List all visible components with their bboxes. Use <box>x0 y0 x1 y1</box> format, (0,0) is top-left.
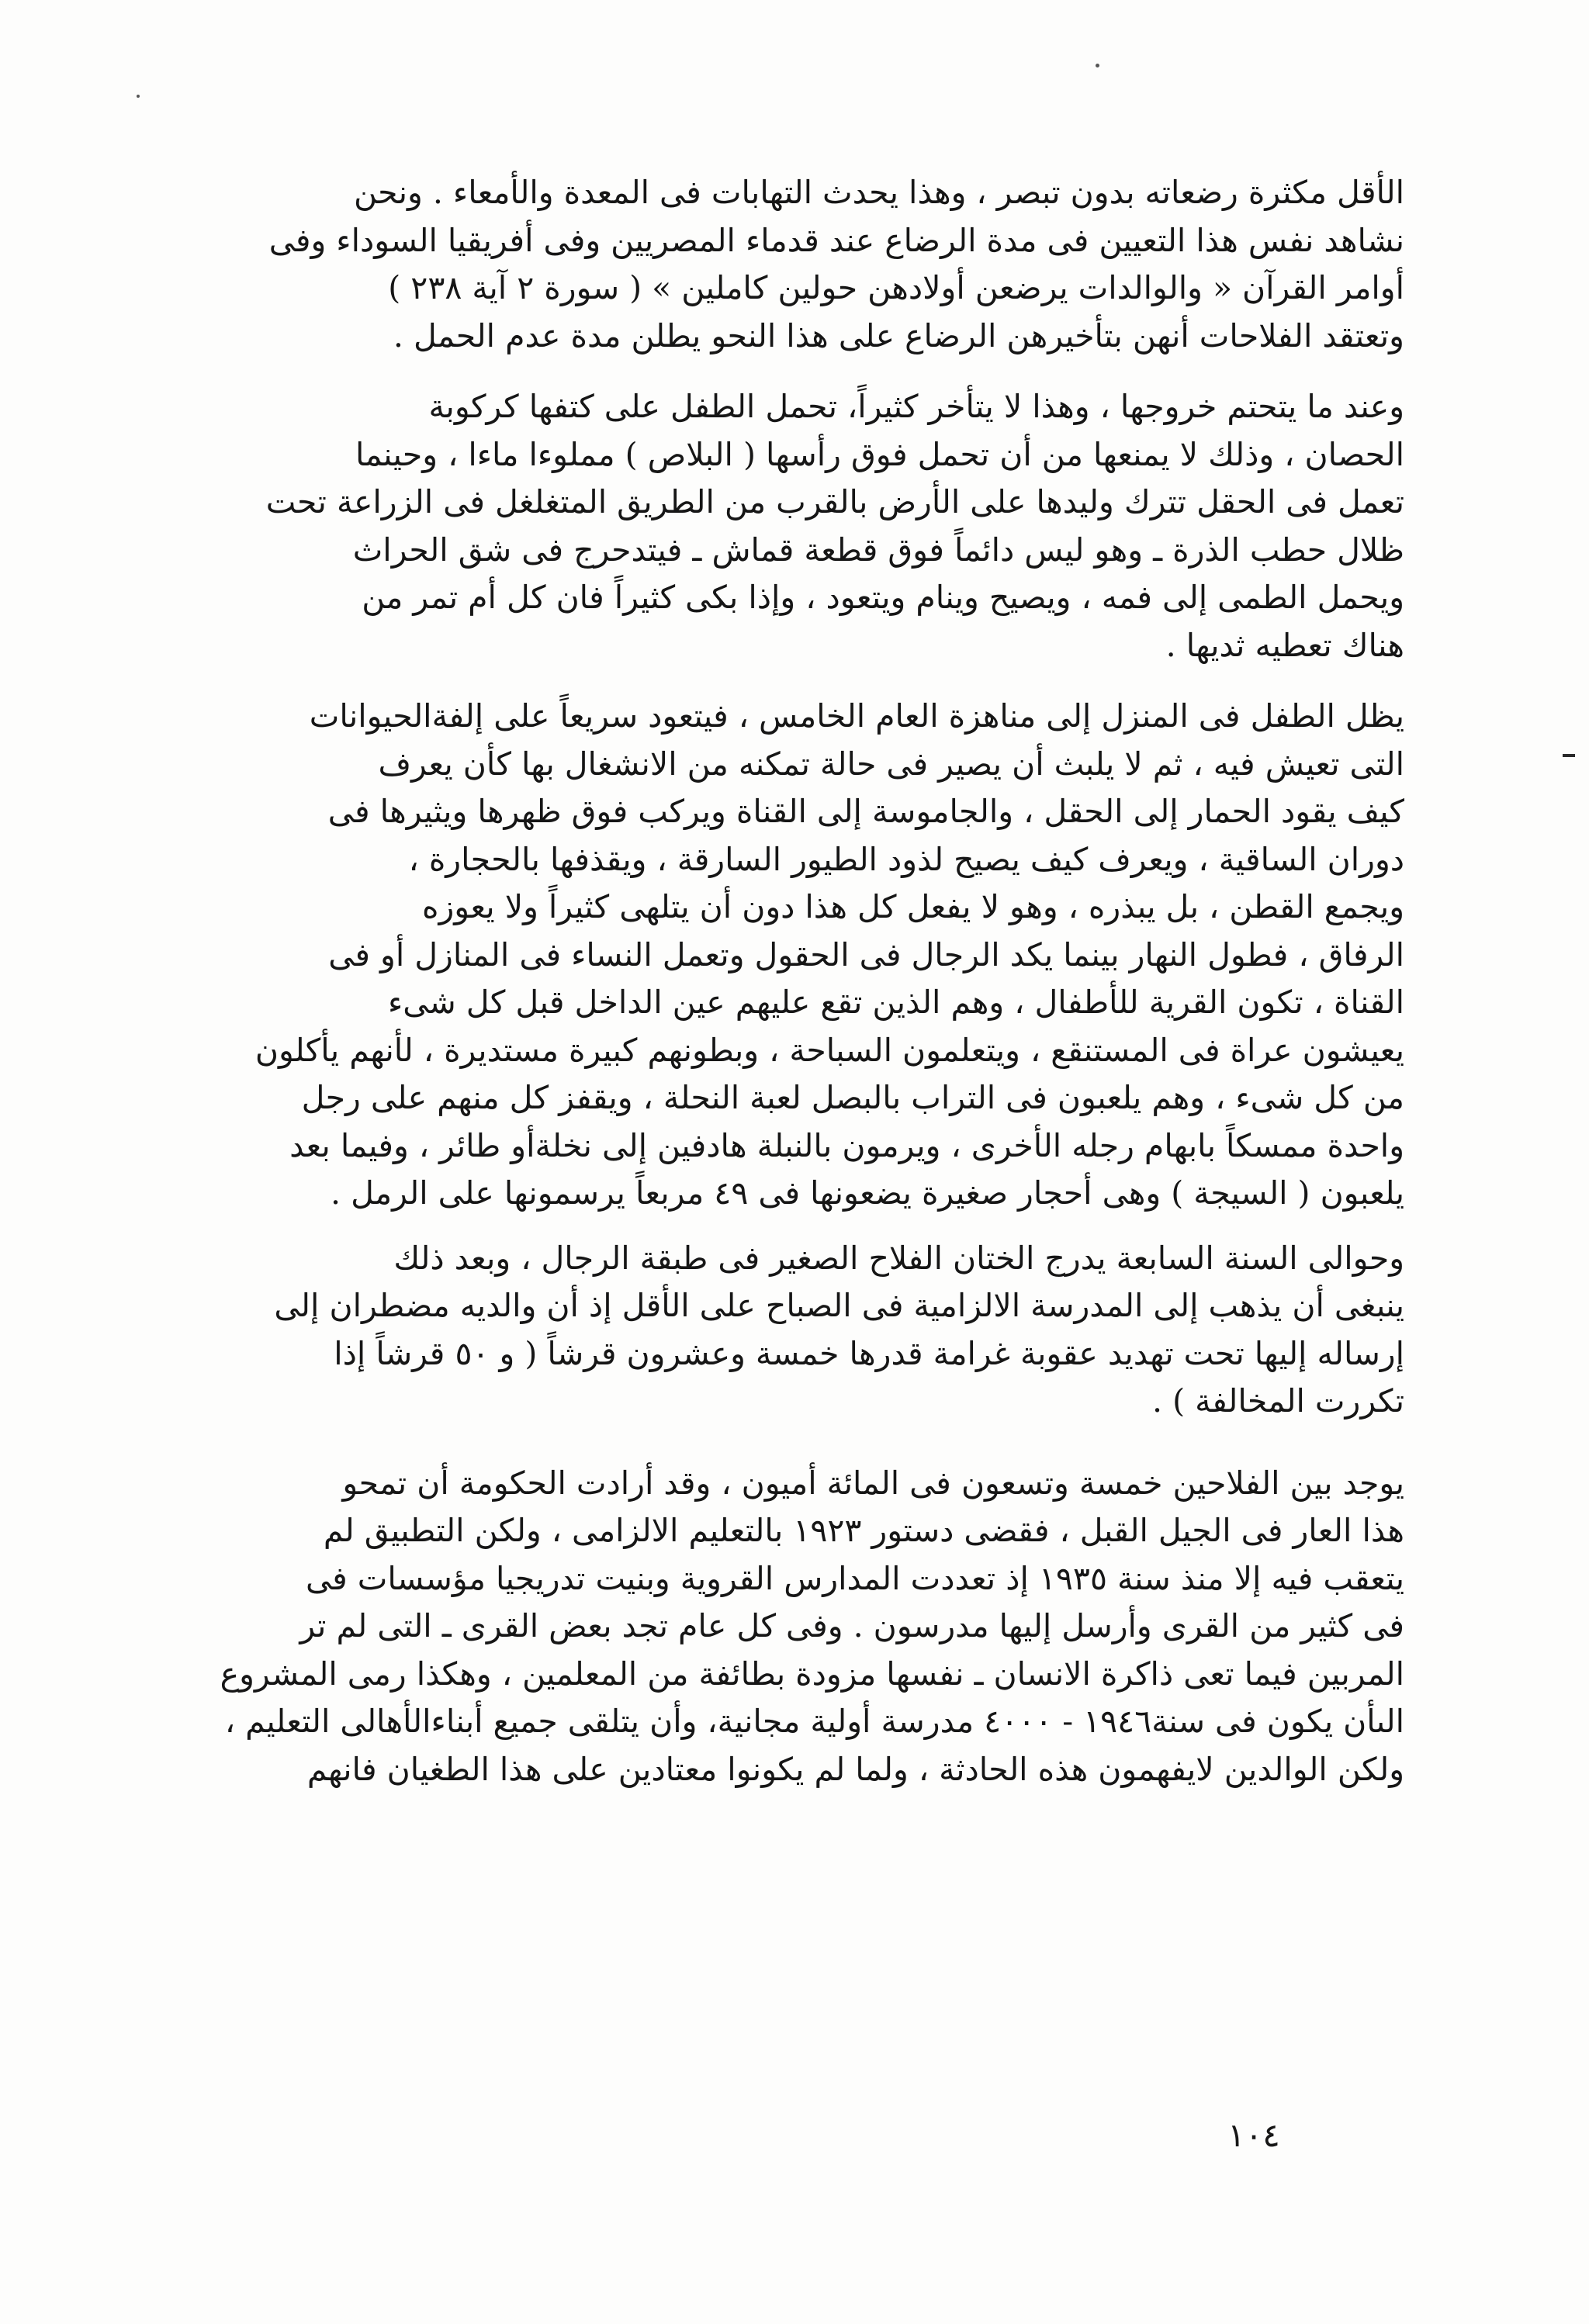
text-line: المربين فيما تعى ذاكرة الانسان ـ نفسها مزودة بطائفة من المعلمين ، وهكذا رمى المشروع <box>220 1655 1404 1693</box>
paragraph-4 <box>149 1235 1404 1426</box>
text-line: يظل الطفل فى المنزل إلى مناهزة العام الخامس ، فيتعود سريعاً على إلفةالحيوانات <box>309 697 1404 735</box>
paragraph-3 <box>149 693 1404 1218</box>
text-line: التى تعيش فيه ، ثم لا يلبث أن يصير فى حالة تمكنه من الانشغال بها كأن يعرف <box>378 745 1404 783</box>
text-line: يتعقب فيه إلا منذ سنة ١٩٣٥ إذ تعددت المدارس القروية وبنيت تدريجيا مؤسسات فى <box>306 1559 1404 1597</box>
text-line: ويحمل الطمى إلى فمه ، ويصيح وينام ويتعود ، وإذا بكى كثيراً فان كل أم تمر من <box>362 579 1404 616</box>
text-line: ينبغى أن يذهب إلى المدرسة الالزامية فى الصباح على الأقل إذ أن والديه مضطران إلى <box>274 1287 1404 1324</box>
text-line: الحصان ، وذلك لا يمنعها من أن تحمل فوق رأسها ( البلاص ) مملوءا ماءا ، وحينما <box>355 435 1404 473</box>
text-line: وحوالى السنة السابعة يدرج الختان الفلاح الصغير فى طبقة الرجال ، وبعد ذلك <box>393 1239 1404 1277</box>
margin-mark <box>1563 754 1575 757</box>
paragraph-2 <box>149 383 1404 669</box>
page-number: ١٠٤ <box>1227 2116 1280 2154</box>
text-line: الرفاق ، فطول النهار بينما يكد الرجال فى الحقول وتعمل النساء فى المنازل أو فى <box>328 935 1404 974</box>
text-line: يعيشون عراة فى المستنقع ، ويتعلمون السباحة ، وبطونهم كبيرة مستديرة ، لأنهم يأكلون <box>254 1031 1404 1069</box>
text-line: الىأن يكون فى سنة١٩٤٦ - ٤٠٠٠ مدرسة أولية مجانية، وأن يتلقى جميع أبناءالأهالى التعليم ، <box>224 1703 1404 1740</box>
text-line: واحدة ممسكاً بابهام رجله الأخرى ، ويرمون بالنبلة هادفين إلى نخلةأو طائر ، وفيما بعد <box>289 1126 1404 1164</box>
text-line: ظلال حطب الذرة ـ وهو ليس دائماً فوق قطعة قماش ـ فيتدحرج فى شق الحراث <box>352 531 1404 569</box>
text-line: إرساله إليها تحت تهديد عقوبة غرامة قدرها خمسة وعشرون قرشاً ( و ٥٠ قرشاً إذا <box>334 1334 1404 1372</box>
text-line: من كل شىء ، وهم يلعبون فى التراب بالبصل لعبة النحلة ، ويقفز كل منهم على رجل <box>301 1079 1404 1116</box>
text-line: الأقل مكثرة رضعاته بدون تبصر ، وهذا يحدث التهابات فى المعدة والأمعاء . ونحن <box>353 174 1404 211</box>
paragraph-1 <box>149 169 1404 360</box>
text-line: ويجمع القطن ، بل يبذره ، وهو لا يفعل كل هذا دون أن يتلهى كثيراً ولا يعوزه <box>422 888 1404 925</box>
scan-speck <box>137 95 140 98</box>
text-line: نشاهد نفس هذا التعيين فى مدة الرضاع عند قدماء المصريين وفى أفريقيا السوداء وفى <box>268 221 1404 259</box>
text-line: القناة ، تكون القرية للأطفال ، وهم الذين تقع عليهم عين الداخل قبل كل شىء <box>387 984 1404 1021</box>
text-line: فى كثير من القرى وأرسل إليها مدرسون . وفى كل عام تجد بعض القرى ـ التى لم تر <box>299 1607 1404 1644</box>
text-line: هناك تعطيه ثديها . <box>1165 626 1404 664</box>
text-line: تكررت المخالفة ) . <box>1152 1382 1404 1420</box>
scan-speck <box>1096 64 1099 67</box>
text-line: يلعبون ( السيجة ) وهى أحجار صغيرة يضعونها فى ٤٩ مربعاً يرسمونها على الرمل . <box>331 1174 1404 1212</box>
text-line: وتعتقد الفلاحات أنهن بتأخيرهن الرضاع على هذا النحو يطلن مدة عدم الحمل . <box>393 316 1404 354</box>
text-line: يوجد بين الفلاحين خمسة وتسعون فى المائة أميون ، وقد أرادت الحكومة أن تمحو <box>342 1464 1404 1502</box>
paragraph-5 <box>149 1460 1404 1794</box>
text-line: وعند ما يتحتم خروجها ، وهذا لا يتأخر كثيراً، تحمل الطفل على كتفها كركوبة <box>428 388 1404 425</box>
text-line: تعمل فى الحقل تترك وليدها على الأرض بالقرب من الطريق المتغلغل فى الزراعة تحت <box>265 483 1404 520</box>
text-line: أوامر القرآن « والوالدات يرضعن أولادهن حولين كاملين » ( سورة ٢ آية ٢٣٨ ) <box>388 269 1404 306</box>
text-line: هذا العار فى الجيل القبل ، فقضى دستور ١٩٢٣ بالتعليم الالزامى ، ولكن التطبيق لم <box>323 1512 1404 1549</box>
text-line: كيف يقود الحمار إلى الحقل ، والجاموسة إلى القناة ويركب فوق ظهرها ويثيرها فى <box>327 793 1404 830</box>
text-line: دوران الساقية ، ويعرف كيف يصيح لذود الطيور السارقة ، ويقذفها بالحجارة ، <box>408 840 1404 878</box>
body-text <box>149 169 1404 1793</box>
text-line: ولكن الوالدين لايفهمون هذه الحادثة ، ولما لم يكونوا معتادين على هذا الطغيان فانهم <box>306 1750 1404 1788</box>
